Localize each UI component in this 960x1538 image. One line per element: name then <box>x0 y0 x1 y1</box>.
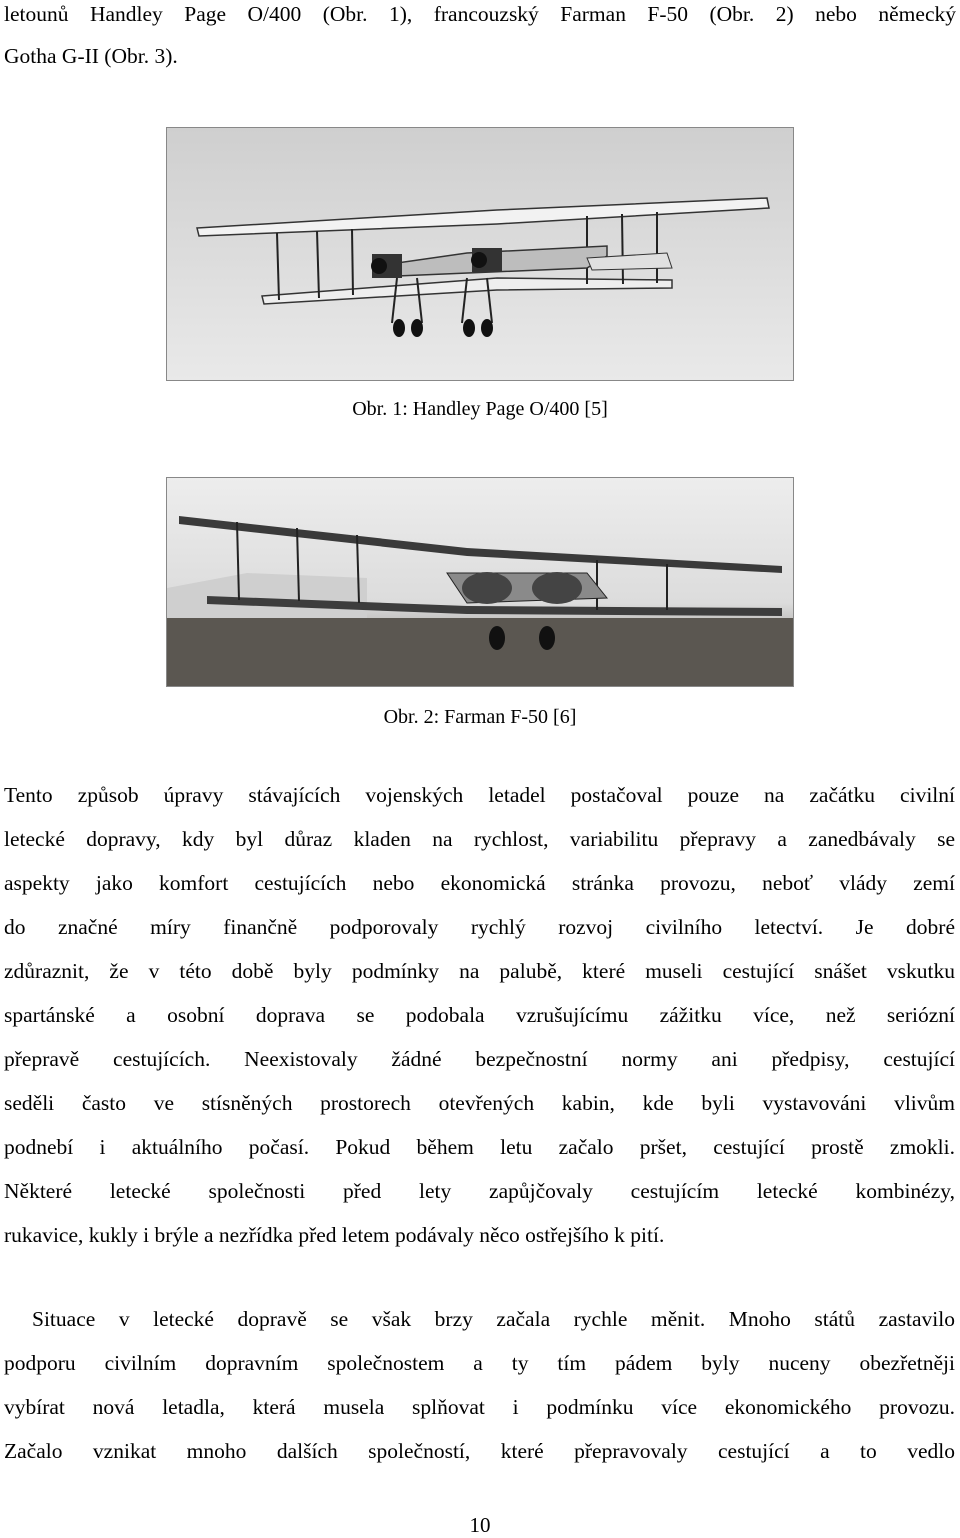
paragraph-line: spartánské a osobní doprava se podobala vzrušujícímu zážitku více, než seriózní <box>4 1003 955 1027</box>
intro-line-1: letounů Handley Page O/400 (Obr. 1), francouzský Farman F-50 (Obr. 2) nebo německý <box>4 2 956 26</box>
paragraph-1 <box>4 773 955 1257</box>
biplane-flight-illustration <box>167 128 793 380</box>
figure-2-caption: Obr. 2: Farman F-50 [6] <box>383 706 577 728</box>
paragraph-line: do značné míry finančně podporovaly rychlý rozvoj civilního letectví. Je dobré <box>4 915 955 939</box>
paragraph-line: přepravě cestujících. Neexistovaly žádné bezpečnostní normy ani předpisy, cestující <box>4 1047 955 1071</box>
paragraph-line: Některé letecké společnosti před lety zapůjčovaly cestujícím letecké kombinézy, <box>4 1179 955 1203</box>
paragraph-line: Tento způsob úpravy stávajících vojenských letadel postačoval pouze na začátku civilní <box>4 783 955 807</box>
intro-line-2: Gotha G-II (Obr. 3). <box>4 44 178 68</box>
figure-2-photo <box>166 477 794 687</box>
paragraph-line: vybírat nová letadla, která musela splňovat i podmínku více ekonomického provozu. <box>4 1395 955 1419</box>
paragraph-line: Situace v letecké dopravě se však brzy začala rychle měnit. Mnoho států zastavilo <box>32 1307 955 1331</box>
paragraph-line: zdůraznit, že v této době byly podmínky na palubě, které museli cestující snášet vskutku <box>4 959 955 983</box>
paragraph-line: podporu civilním dopravním společnostem a ty tím pádem byly nuceny obezřetněji <box>4 1351 955 1375</box>
biplane-ground-illustration <box>167 478 793 686</box>
paragraph-line: podnebí i aktuálního počasí. Pokud během letu začalo pršet, cestující prostě zmokli. <box>4 1135 955 1159</box>
paragraph-line: seděli často ve stísněných prostorech otevřených kabin, kde byli vystavováni vlivům <box>4 1091 955 1115</box>
figure-1-caption: Obr. 1: Handley Page O/400 [5] <box>352 398 608 420</box>
paragraph-line: rukavice, kukly i brýle a nezřídka před letem podávaly něco ostřejšího k pití. <box>4 1223 665 1247</box>
page-number: 10 <box>469 1513 491 1537</box>
figure-1-photo <box>166 127 794 381</box>
paragraph-line: Začalo vznikat mnoho dalších společností, které přepravovaly cestující a to vedlo <box>4 1439 955 1463</box>
paragraph-line: aspekty jako komfort cestujících nebo ekonomická stránka provozu, neboť vlády zemí <box>4 871 955 895</box>
paragraph-2 <box>4 1297 955 1473</box>
paragraph-line: letecké dopravy, kdy byl důraz kladen na rychlost, variabilitu přepravy a zanedbávaly se <box>4 827 955 851</box>
